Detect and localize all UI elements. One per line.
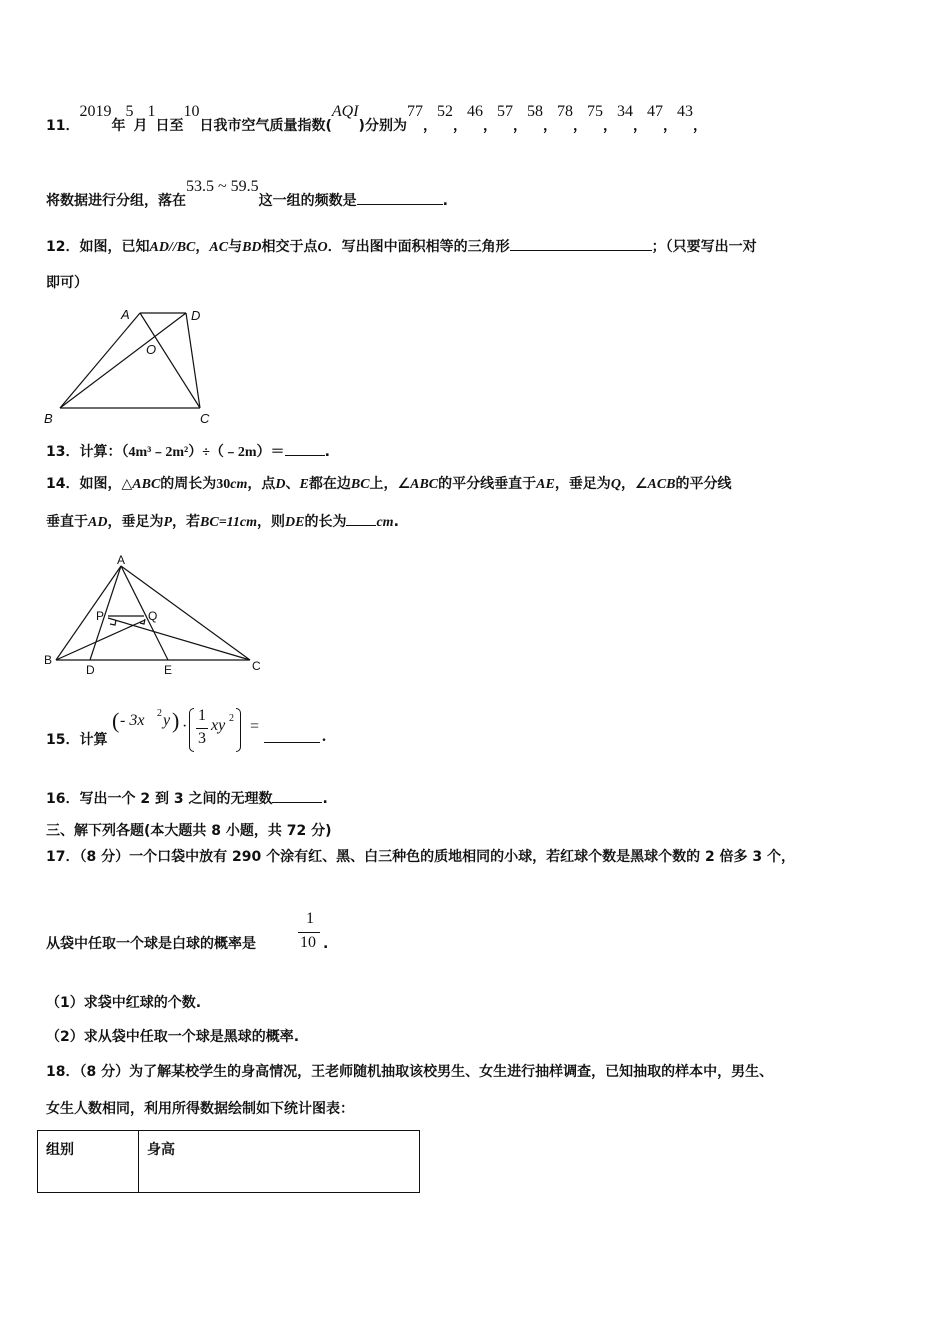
q12-text: 相交于点 bbox=[261, 239, 318, 255]
q17-frac-num: 1 bbox=[306, 910, 314, 927]
q16-answer-blank bbox=[272, 788, 322, 803]
q11-text: 日我市空气质量指数( bbox=[199, 118, 332, 134]
segment-ac bbox=[121, 566, 250, 660]
q17-text: 从袋中任取一个球是白球的概率是 bbox=[46, 936, 256, 952]
label-a: A bbox=[117, 553, 126, 567]
q11-aqi: AQI bbox=[331, 103, 359, 120]
q11-number: 11． bbox=[46, 118, 80, 134]
q13-line bbox=[46, 441, 330, 463]
label-d: D bbox=[86, 663, 95, 677]
label-e: E bbox=[164, 663, 173, 677]
q15-term1: - 3x bbox=[120, 712, 145, 729]
q14-math: cm bbox=[376, 515, 394, 530]
label-d: D bbox=[191, 308, 201, 323]
q12-line2 bbox=[46, 273, 88, 293]
q11-value: 52 bbox=[436, 103, 453, 120]
q18-text: 女生人数相同，利用所得数据绘制如下统计图表： bbox=[46, 1101, 354, 1117]
q14-math: DE bbox=[285, 515, 305, 530]
q14-text: 的周长为 bbox=[160, 476, 217, 492]
q12-text: 即可） bbox=[46, 275, 88, 291]
q11-value: 43 bbox=[676, 103, 693, 120]
q11-value: 46 bbox=[466, 103, 483, 120]
q14-text: ，点 bbox=[247, 476, 276, 492]
q14-text: ，垂足为 bbox=[107, 514, 164, 530]
q14-text: 垂直于 bbox=[46, 514, 88, 530]
q11-range: 53.5 ~ 59.5 bbox=[186, 178, 259, 195]
q12-answer-blank bbox=[510, 236, 652, 251]
q12-figure bbox=[40, 302, 220, 426]
segment-ac bbox=[140, 313, 200, 408]
q16-text: 写出一个 2 到 3 之间的无理数 bbox=[79, 791, 273, 807]
q11-value: 58 bbox=[526, 103, 543, 120]
label-a: A bbox=[121, 307, 130, 322]
q14-text: 都在边 bbox=[308, 476, 351, 492]
q15-frac-den: 3 bbox=[198, 730, 206, 747]
q12-text: 如图，已知 bbox=[79, 239, 150, 255]
q18-number: 18． bbox=[46, 1064, 80, 1080]
q11-month: 5 bbox=[125, 103, 134, 120]
q15-frac-bar bbox=[196, 728, 208, 729]
q17-text: （8 分）一个口袋中放有 290 个涂有红、黑、白三种色的质地相同的小球，若红球个数是黑球个数的 2 倍多 3 个， bbox=[79, 849, 796, 865]
q18-line2 bbox=[46, 1099, 354, 1119]
q14-text: 的长为 bbox=[304, 514, 347, 530]
q14-math: D bbox=[275, 477, 286, 492]
q12-text: 与 bbox=[228, 239, 243, 255]
q14-text: 如图，△ bbox=[79, 476, 133, 492]
q15-term1b: y bbox=[163, 712, 171, 729]
q14-math: 30 bbox=[216, 477, 231, 492]
q14-text: ，则 bbox=[257, 514, 285, 530]
q14-text: ，若 bbox=[172, 514, 201, 530]
q13-answer-blank bbox=[285, 441, 325, 456]
q14-answer-blank bbox=[346, 511, 376, 526]
q15-paren: ( bbox=[112, 708, 120, 733]
q14-text: ，垂足为 bbox=[554, 476, 611, 492]
segment-ae bbox=[121, 566, 168, 660]
q17-number: 17． bbox=[46, 849, 80, 865]
q14-math: ABC bbox=[132, 477, 161, 492]
q14-math: P bbox=[163, 515, 173, 530]
right-angle-p bbox=[110, 620, 116, 625]
q13-number: 13． bbox=[46, 444, 80, 460]
q17-sub2 bbox=[46, 1027, 299, 1047]
section3-title bbox=[46, 821, 332, 841]
q15-exponent: 2 bbox=[157, 708, 162, 719]
q14-number: 14． bbox=[46, 476, 80, 492]
q12-number: 12． bbox=[46, 239, 80, 255]
q11-text: . bbox=[442, 193, 448, 209]
q11-text: 年 bbox=[111, 118, 126, 134]
q11-day2: 10 bbox=[183, 103, 200, 120]
q12-text: ．写出图中面积相等的三角形 bbox=[327, 239, 510, 255]
q12-line1 bbox=[46, 236, 757, 258]
segment-bd bbox=[60, 313, 186, 408]
q15-dot: · bbox=[182, 718, 188, 735]
q17-frac-bar bbox=[298, 932, 320, 933]
q11-value: 75 bbox=[586, 103, 603, 120]
table-header-group: 组别 bbox=[38, 1131, 139, 1193]
segment-ad bbox=[90, 566, 121, 660]
q14-math: cm bbox=[230, 477, 248, 492]
section-title: 三、解下列各题(本大题共 8 小题，共 72 分) bbox=[46, 823, 332, 839]
q14-math: AD bbox=[88, 515, 108, 530]
q14-figure bbox=[40, 552, 270, 680]
label-b: B bbox=[44, 411, 53, 426]
label-c: C bbox=[200, 411, 210, 426]
q14-math: Q bbox=[610, 477, 621, 492]
segment-cp bbox=[108, 618, 250, 660]
q11-answer-blank bbox=[357, 190, 443, 205]
q11-text: 这一组的频数是 bbox=[258, 193, 357, 209]
q15-line bbox=[46, 730, 107, 750]
q12-text: ；（只要写出一对 bbox=[651, 239, 757, 255]
q15-equals: = bbox=[250, 718, 260, 735]
q14-text: 的平分线垂直于 bbox=[438, 476, 537, 492]
q15-text: 计算 bbox=[79, 732, 108, 748]
q14-math: BC=11cm bbox=[200, 515, 257, 530]
q15-number: 15． bbox=[46, 732, 80, 748]
q14-line1 bbox=[46, 474, 732, 495]
q12-text: ， bbox=[195, 239, 210, 255]
table-row bbox=[38, 1131, 420, 1193]
q14-math: BC bbox=[350, 477, 370, 492]
q14-math: E bbox=[299, 477, 309, 492]
q18-line1 bbox=[46, 1062, 773, 1082]
q16-number: 16． bbox=[46, 791, 80, 807]
q11-line1: 11．2019年5月1日至10日我市空气质量指数(AQI)分别为77，52，46，57，58，78，75，34，47，43， bbox=[46, 103, 707, 134]
q12-math: BD bbox=[242, 240, 262, 255]
q17-frac-den: 10 bbox=[300, 934, 316, 951]
q11-year: 2019 bbox=[79, 103, 112, 120]
q17-line2 bbox=[46, 934, 256, 954]
label-o: O bbox=[146, 342, 157, 357]
q14-text: 上，∠ bbox=[369, 476, 411, 492]
q17-sub1 bbox=[46, 993, 201, 1013]
q17-line1 bbox=[46, 847, 795, 867]
q11-line2 bbox=[46, 178, 448, 211]
q15-bracket-right bbox=[236, 708, 241, 752]
q12-math: AC bbox=[209, 240, 229, 255]
q14-line2 bbox=[46, 511, 399, 533]
q15-term2: xy bbox=[211, 717, 226, 734]
q18-text: （8 分）为了解某校学生的身高情况，王老师随机抽取该校男生、女生进行抽样调查，已知抽取的样本中，男生、 bbox=[79, 1064, 774, 1080]
q15-bracket-left bbox=[189, 708, 194, 752]
segment-dc bbox=[186, 313, 200, 408]
label-q: Q bbox=[148, 609, 158, 623]
q14-text: . bbox=[393, 514, 399, 530]
segment-ab bbox=[60, 313, 140, 408]
table-header-height: 身高 bbox=[139, 1131, 420, 1193]
q16-line bbox=[46, 788, 328, 809]
q11-text: 日至 bbox=[155, 118, 184, 134]
q14-math: ABC bbox=[410, 477, 439, 492]
q17-subquestion: （1）求袋中红球的个数. bbox=[46, 995, 202, 1011]
q13-expression: 计算：（4m³﹣2m²）÷（﹣2m）＝ bbox=[79, 445, 285, 460]
q17-fraction bbox=[297, 910, 323, 956]
q14-math: AE bbox=[536, 477, 555, 492]
q11-value: 78 bbox=[556, 103, 573, 120]
q11-text: 将数据进行分组，落在 bbox=[46, 193, 186, 209]
q15-frac-num: 1 bbox=[198, 707, 206, 724]
q15-answer-blank bbox=[264, 728, 320, 743]
q15-formula bbox=[112, 708, 332, 754]
q13-text: . bbox=[324, 444, 330, 460]
q11-text: )分别为 bbox=[358, 118, 407, 134]
label-c: C bbox=[252, 659, 261, 673]
q11-value: 57 bbox=[496, 103, 513, 120]
label-p: P bbox=[96, 609, 105, 623]
q15-paren: ) bbox=[172, 708, 180, 733]
q17-text: . bbox=[323, 936, 329, 952]
q11-text: 月 bbox=[133, 118, 148, 134]
q17-subquestion: （2）求从袋中任取一个球是黑球的概率. bbox=[46, 1029, 300, 1045]
q15-exponent: 2 bbox=[229, 713, 234, 724]
q11-value: 47 bbox=[646, 103, 663, 120]
q14-text: 的平分线 bbox=[675, 476, 732, 492]
q12-math: AD//BC bbox=[149, 240, 196, 255]
q17-end bbox=[323, 934, 328, 954]
q14-text: ，∠ bbox=[620, 476, 648, 492]
q11-value: 34 bbox=[616, 103, 633, 120]
q14-text: 、 bbox=[285, 476, 300, 492]
q14-math: ACB bbox=[647, 477, 676, 492]
q11-day1: 1 bbox=[147, 103, 156, 120]
q18-table bbox=[37, 1130, 420, 1193]
q16-text: . bbox=[322, 791, 328, 807]
q12-math: O bbox=[317, 240, 328, 255]
q11-value: 77 bbox=[406, 103, 423, 120]
label-b: B bbox=[44, 653, 53, 667]
q15-text: . bbox=[322, 728, 326, 745]
